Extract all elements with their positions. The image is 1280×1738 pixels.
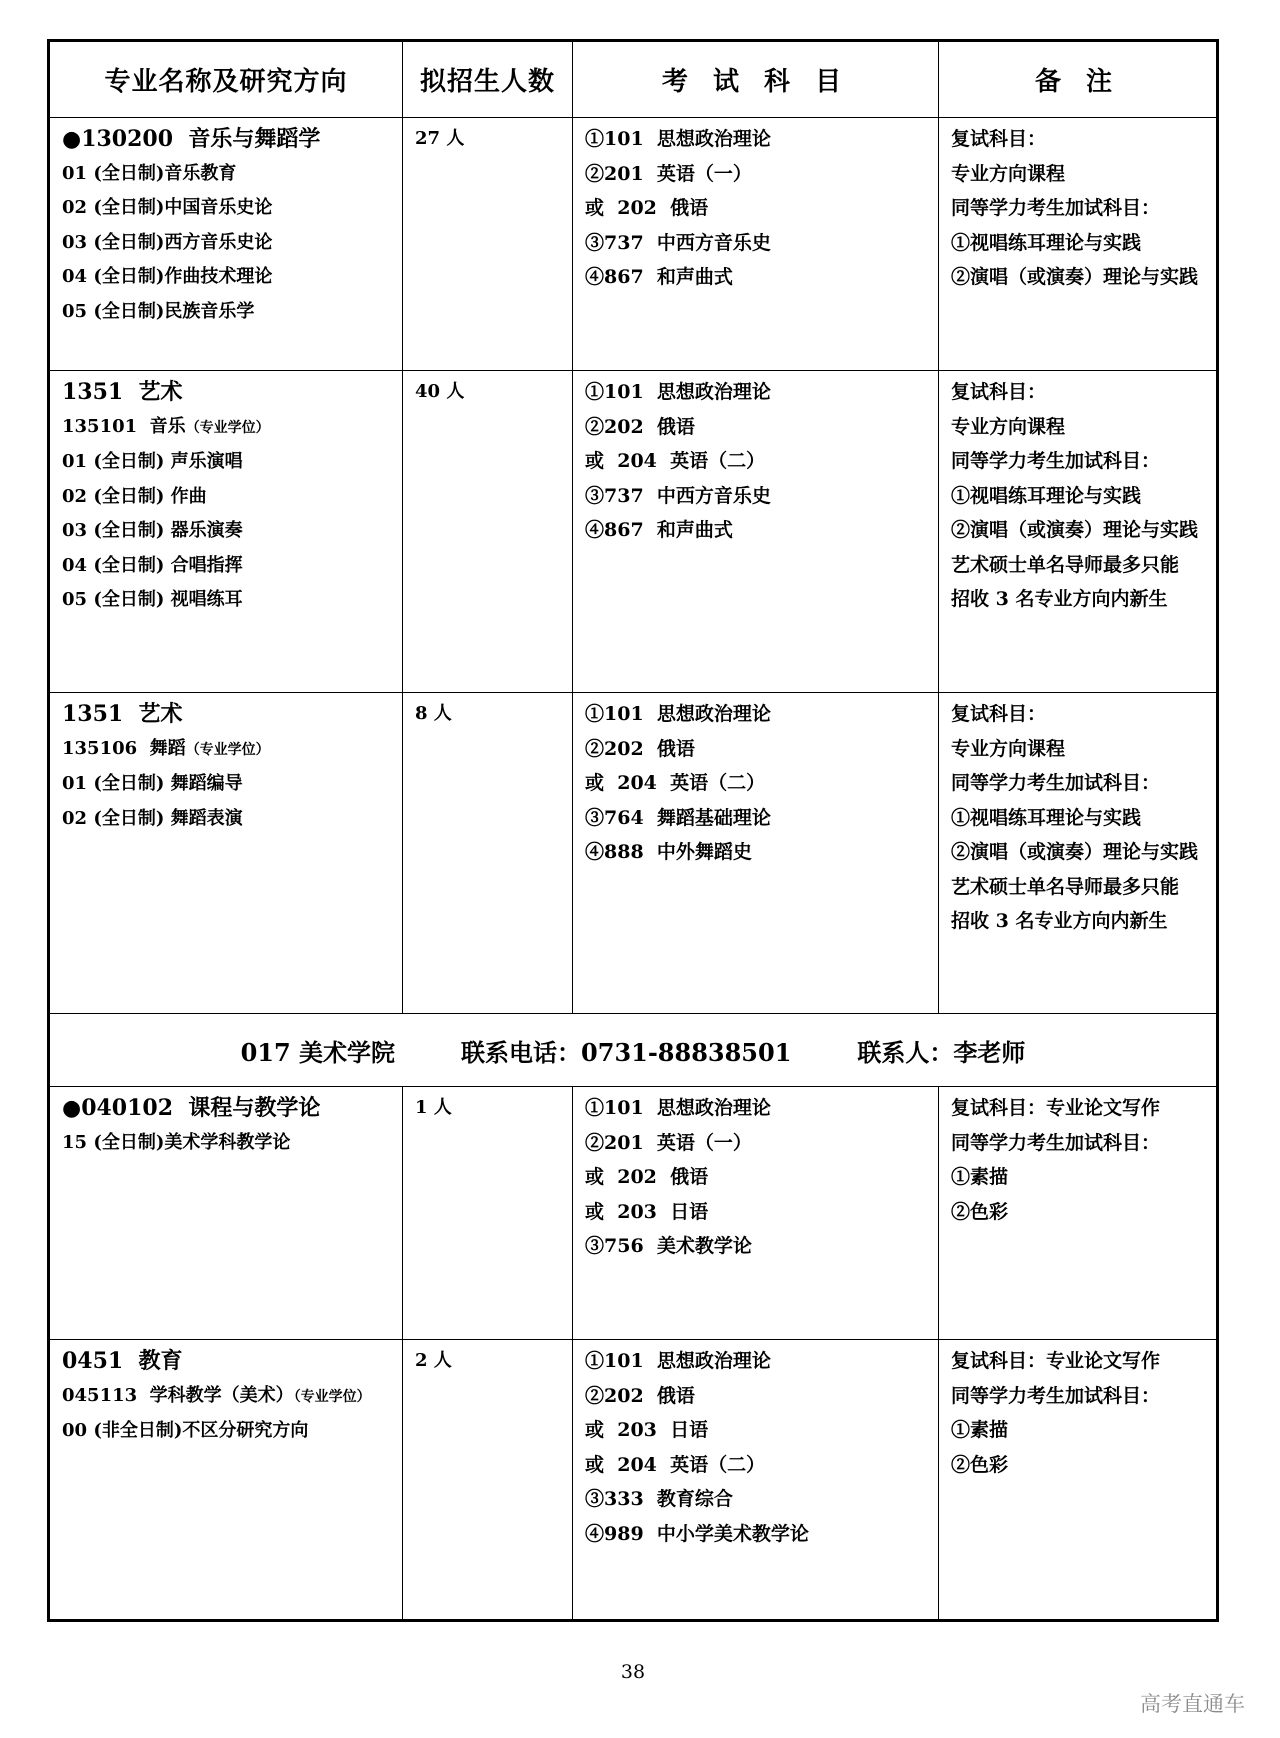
enrollment-count: 27 人 — [415, 128, 465, 149]
exam-subjects-cell — [572, 118, 938, 370]
remark-line: 复试科目：专业论文写作 — [951, 1097, 1161, 1119]
exam-subject-line: 或 203 日语 — [585, 1419, 709, 1441]
degree-type-label: （专业学位） — [185, 419, 270, 436]
exam-subject-line: 或 203 日语 — [585, 1200, 709, 1223]
header-remarks: 备 注 — [938, 42, 1216, 117]
direction-text: 03 (全日制)西方音乐史论 — [62, 231, 273, 253]
program-row — [50, 1086, 1216, 1339]
direction-text: 02 (全日制) 舞蹈表演 — [62, 807, 243, 829]
major-title: 1351 艺术 — [62, 701, 183, 727]
exam-subject-line: 或 202 俄语 — [585, 197, 709, 219]
major-cell — [50, 1340, 402, 1619]
direction-line — [62, 802, 396, 837]
remarks-cell — [938, 1087, 1216, 1339]
direction-line — [62, 295, 396, 330]
enrollment-cell — [402, 118, 572, 370]
major-title: ●040102 课程与教学论 — [62, 1095, 321, 1121]
section-header-row — [50, 1013, 1216, 1086]
remarks-cell — [938, 118, 1216, 370]
remark-line: 复试科目： — [951, 381, 1047, 403]
enrollment-count: 40 人 — [415, 381, 465, 402]
program-row — [50, 1339, 1216, 1619]
program-row — [50, 692, 1216, 1013]
program-row — [50, 117, 1216, 370]
watermark-text: 高考直通车 — [1140, 1692, 1245, 1716]
direction-line — [62, 732, 396, 768]
exam-subject-line: ②202 俄语 — [585, 737, 695, 760]
remark-line: ①视唱练耳理论与实践 — [951, 806, 1142, 829]
enrollment-cell — [402, 693, 572, 1013]
direction-line — [62, 410, 396, 446]
exam-subjects-cell — [572, 1340, 938, 1619]
remark-line: 同等学力考生加试科目： — [951, 1131, 1161, 1154]
header-exam-subjects: 考 试 科 目 — [572, 42, 938, 117]
college-name: 017 美术学院 — [240, 1037, 396, 1067]
direction-text: 03 (全日制) 器乐演奏 — [62, 520, 243, 541]
exam-subject-line: ②201 英语（一） — [585, 1131, 752, 1154]
major-title: 1351 艺术 — [62, 379, 183, 405]
enrollment-cell — [402, 1340, 572, 1619]
exam-subjects-cell — [572, 1087, 938, 1339]
program-row — [50, 370, 1216, 692]
direction-text: 15 (全日制)美术学科教学论 — [62, 1131, 291, 1153]
major-cell — [50, 693, 402, 1013]
direction-line — [62, 1414, 396, 1449]
remark-line: 同等学力考生加试科目： — [951, 450, 1161, 472]
direction-line — [62, 480, 396, 515]
major-title: ●130200 音乐与舞蹈学 — [62, 126, 321, 152]
exam-subject-line: ③737 中西方音乐史 — [585, 484, 771, 507]
exam-subject-line: 或 204 英语（二） — [585, 772, 766, 794]
remark-line: 专业方向课程 — [951, 415, 1066, 438]
direction-line — [62, 191, 396, 226]
degree-type-label: （专业学位） — [185, 741, 270, 758]
direction-text: 04 (全日制)作曲技术理论 — [62, 266, 273, 287]
exam-subject-line: ④867 和声曲式 — [585, 519, 733, 541]
remarks-cell — [938, 371, 1216, 692]
direction-line — [62, 260, 396, 295]
remark-line: 专业方向课程 — [951, 737, 1066, 760]
remark-line: 复试科目：专业论文写作 — [951, 1350, 1161, 1372]
direction-text: 01 (全日制)音乐教育 — [62, 162, 237, 184]
table-header-row — [50, 42, 1216, 117]
exam-subject-line: ①101 思想政治理论 — [585, 128, 771, 150]
remark-line: ②色彩 — [951, 1453, 1009, 1476]
enrollment-count: 2 人 — [415, 1350, 452, 1371]
major-cell — [50, 118, 402, 370]
direction-line — [62, 549, 396, 584]
remarks-cell — [938, 693, 1216, 1013]
remark-line: ①素描 — [951, 1419, 1009, 1441]
exam-subject-line: ③764 舞蹈基础理论 — [585, 806, 771, 829]
direction-text: 02 (全日制)中国音乐史论 — [62, 197, 273, 218]
exam-subject-line: 或 202 俄语 — [585, 1166, 709, 1188]
direction-text: 135101 音乐 — [62, 415, 186, 437]
remark-line: 专业方向课程 — [951, 162, 1066, 185]
direction-line — [62, 1379, 396, 1415]
header-major: 专业名称及研究方向 — [104, 67, 348, 97]
direction-text: 02 (全日制) 作曲 — [62, 485, 207, 507]
remark-line: 招收 3 名专业方向内新生 — [951, 910, 1168, 932]
exam-subject-line: ④989 中小学美术教学论 — [585, 1522, 809, 1545]
direction-text: 045113 学科教学（美术） — [62, 1384, 294, 1406]
enrollment-cell — [402, 1087, 572, 1339]
remark-line: 复试科目： — [951, 703, 1047, 725]
direction-line — [62, 226, 396, 261]
remark-line: 招收 3 名专业方向内新生 — [951, 588, 1168, 610]
contact-person: 联系人：李老师 — [857, 1037, 1026, 1067]
enrollment-count: 8 人 — [415, 703, 452, 724]
exam-subject-line: 或 204 英语（二） — [585, 450, 766, 472]
major-cell — [50, 1087, 402, 1339]
degree-type-label: （专业学位） — [293, 1388, 371, 1405]
exam-subject-line: ①101 思想政治理论 — [585, 1350, 771, 1372]
remark-line: 同等学力考生加试科目： — [951, 772, 1161, 794]
direction-text: 135106 舞蹈 — [62, 737, 186, 759]
exam-subject-line: ②202 俄语 — [585, 415, 695, 438]
direction-text: 04 (全日制) 合唱指挥 — [62, 554, 243, 576]
remark-line: ①视唱练耳理论与实践 — [951, 231, 1142, 254]
exam-subject-line: ④888 中外舞蹈史 — [585, 841, 752, 863]
contact-phone: 联系电话：0731-88838501 — [461, 1037, 792, 1067]
exam-subject-line: ③737 中西方音乐史 — [585, 231, 771, 254]
direction-text: 01 (全日制) 舞蹈编导 — [62, 773, 243, 794]
direction-line — [62, 514, 396, 549]
exam-subject-line: ①101 思想政治理论 — [585, 381, 771, 403]
enrollment-cell — [402, 371, 572, 692]
remark-line: 同等学力考生加试科目： — [951, 1384, 1161, 1407]
exam-subject-line: ③756 美术教学论 — [585, 1235, 752, 1257]
exam-subject-line: ②202 俄语 — [585, 1384, 695, 1407]
direction-line — [62, 583, 396, 618]
remark-line: ①素描 — [951, 1166, 1009, 1188]
remark-line: ①视唱练耳理论与实践 — [951, 484, 1142, 507]
header-enrollment: 拟招生人数 — [402, 42, 572, 117]
remark-line: 复试科目： — [951, 128, 1047, 150]
remark-line: 同等学力考生加试科目： — [951, 197, 1161, 219]
remark-line: 艺术硕士单名导师最多只能 — [951, 553, 1180, 576]
major-title: 0451 教育 — [62, 1348, 183, 1374]
remarks-cell — [938, 1340, 1216, 1619]
admissions-table — [47, 39, 1219, 1622]
direction-line — [62, 445, 396, 480]
remark-line: ②演唱（或演奏）理论与实践 — [951, 266, 1199, 288]
direction-text: 05 (全日制) 视唱练耳 — [62, 589, 243, 610]
direction-text: 05 (全日制)民族音乐学 — [62, 300, 255, 322]
remark-line: ②演唱（或演奏）理论与实践 — [951, 519, 1199, 541]
direction-line — [62, 157, 396, 192]
exam-subject-line: ①101 思想政治理论 — [585, 703, 771, 725]
exam-subject-line: 或 204 英语（二） — [585, 1453, 766, 1476]
exam-subjects-cell — [572, 371, 938, 692]
exam-subjects-cell — [572, 693, 938, 1013]
direction-text: 00 (非全日制)不区分研究方向 — [62, 1420, 309, 1441]
major-cell — [50, 371, 402, 692]
page-number: 38 — [620, 1661, 646, 1683]
exam-subject-line: ②201 英语（一） — [585, 162, 752, 185]
exam-subject-line: ③333 教育综合 — [585, 1488, 733, 1510]
exam-subject-line: ①101 思想政治理论 — [585, 1097, 771, 1119]
remark-line: ②演唱（或演奏）理论与实践 — [951, 841, 1199, 863]
enrollment-count: 1 人 — [415, 1097, 452, 1118]
remark-line: 艺术硕士单名导师最多只能 — [951, 875, 1180, 898]
direction-line — [62, 767, 396, 802]
direction-line — [62, 1126, 396, 1161]
direction-text: 01 (全日制) 声乐演唱 — [62, 451, 243, 472]
exam-subject-line: ④867 和声曲式 — [585, 266, 733, 288]
remark-line: ②色彩 — [951, 1200, 1009, 1223]
